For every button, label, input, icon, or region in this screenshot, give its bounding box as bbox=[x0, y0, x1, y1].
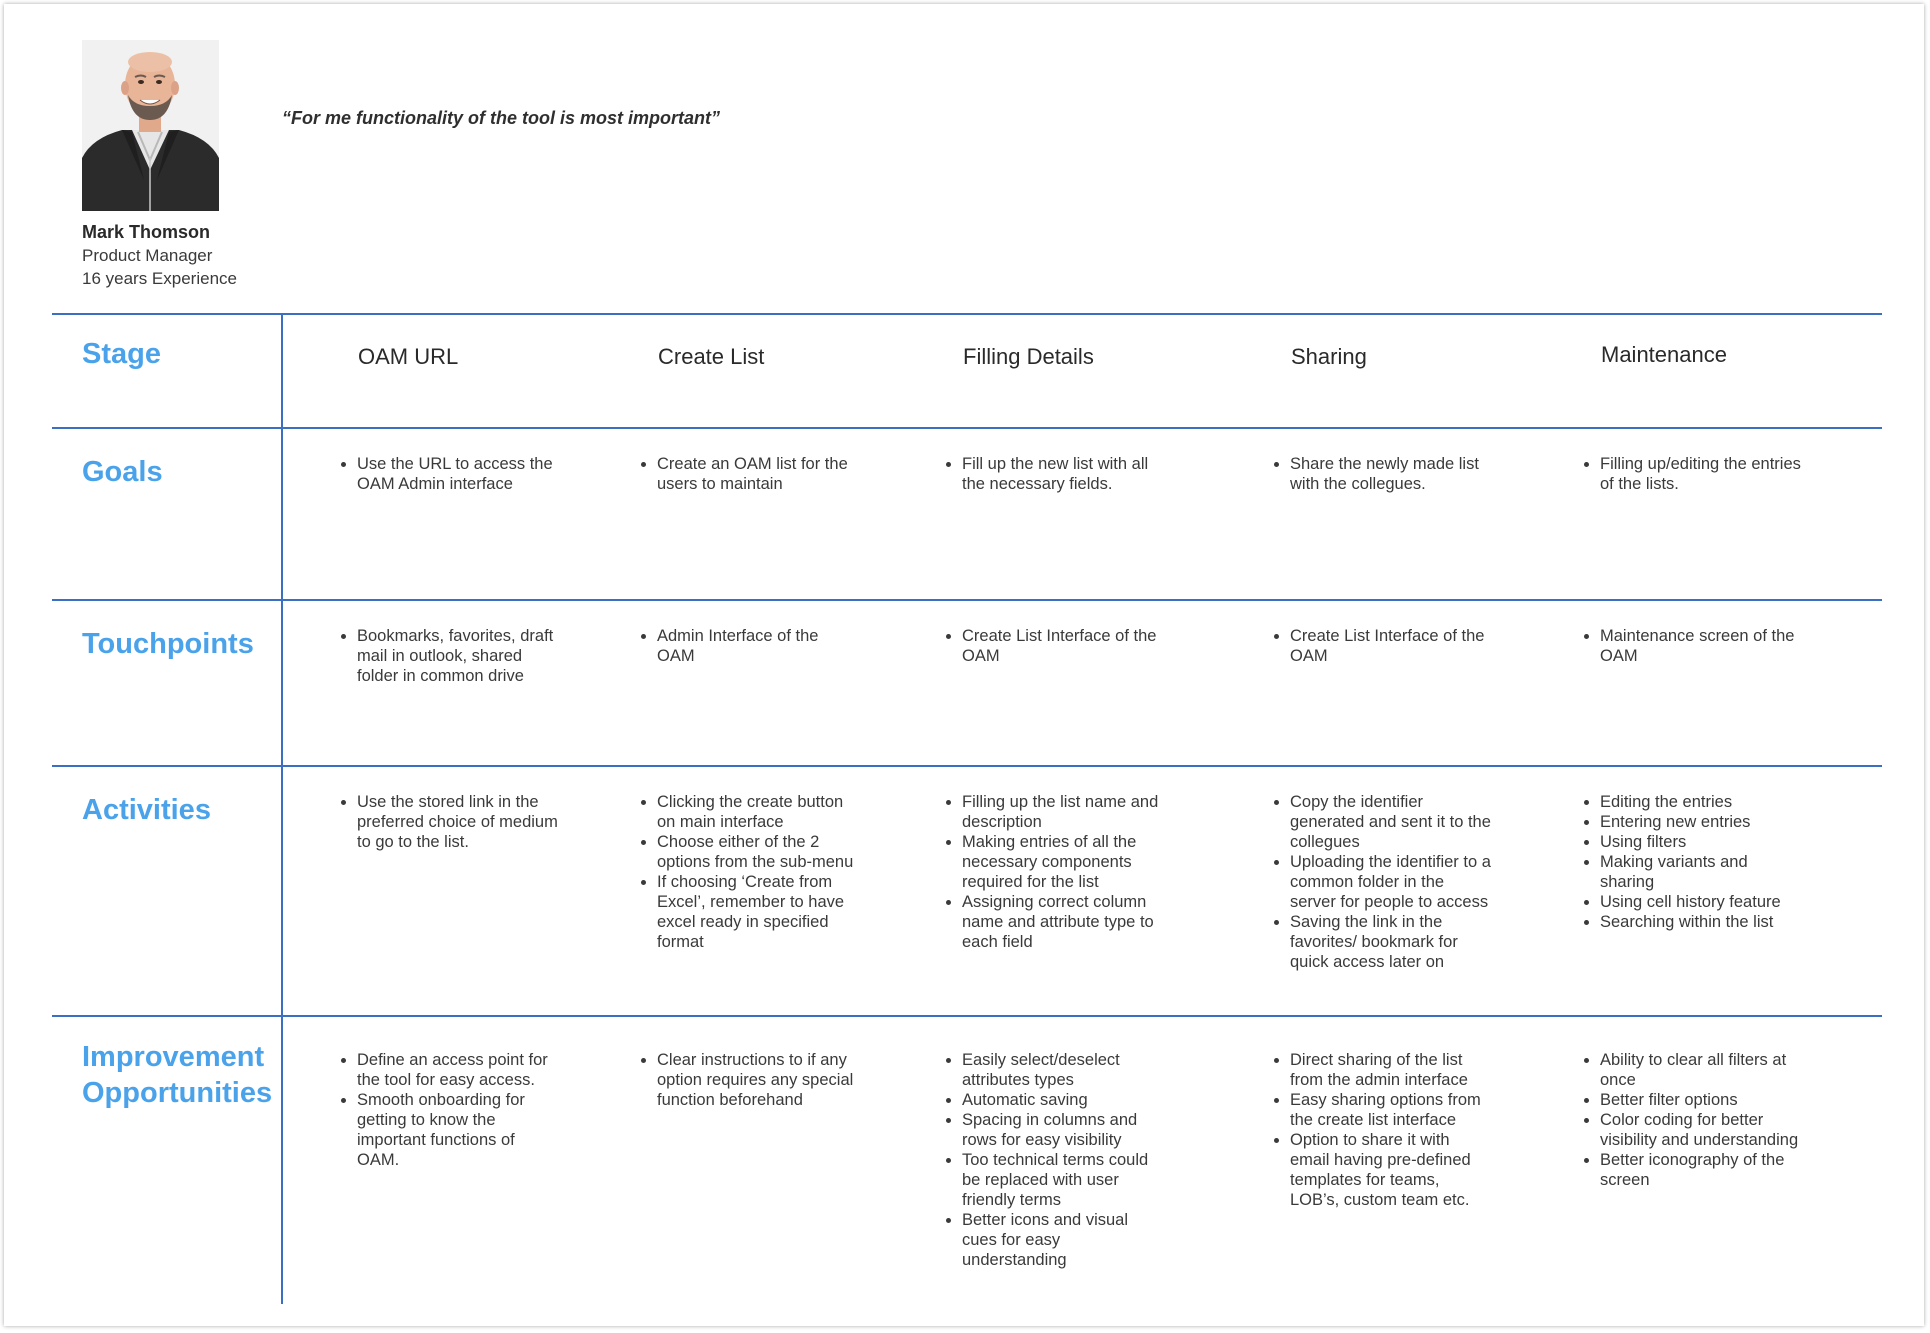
row-label-activities: Activities bbox=[82, 794, 211, 826]
bullet-item: • Filling up the list name and description bbox=[962, 792, 1165, 832]
bullet-item: • Better iconography of the screen bbox=[1600, 1150, 1803, 1190]
row-label-improvement-line1: Improvement bbox=[82, 1041, 265, 1073]
bullet-item: • Ability to clear all filters at once bbox=[1600, 1050, 1803, 1090]
bullet-item: • Choose either of the 2 options from the sub-menu bbox=[657, 832, 860, 872]
bullet-item: • Clicking the create button on main interface bbox=[657, 792, 860, 832]
bullet-item: • Editing the entries bbox=[1600, 792, 1803, 812]
bullet-item: • Create List Interface of the OAM bbox=[962, 626, 1165, 666]
bullet-item: • Searching within the list bbox=[1600, 912, 1803, 932]
bullet-item: • Filling up/editing the entries of the lists. bbox=[1600, 454, 1803, 494]
bullet-item: • Easy sharing options from the create list interface bbox=[1290, 1090, 1493, 1130]
bullet-item: • Entering new entries bbox=[1600, 812, 1803, 832]
bullet-item: • Maintenance screen of the OAM bbox=[1600, 626, 1803, 666]
bullet-list bbox=[335, 1050, 560, 1170]
bullet-item: • Create List Interface of the OAM bbox=[1290, 626, 1493, 666]
bullet-item: • Direct sharing of the list from the admin interface bbox=[1290, 1050, 1493, 1090]
goals-cell bbox=[1578, 454, 1803, 494]
row-label-improvement-opportunities bbox=[82, 1039, 272, 1111]
improvements-cell bbox=[1578, 1050, 1803, 1190]
persona-avatar-illustration bbox=[82, 40, 219, 211]
bullet-item: • Admin Interface of the OAM bbox=[657, 626, 860, 666]
bullet-item: • If choosing ‘Create from Excel’, remember to have excel ready in specified format bbox=[657, 872, 860, 952]
stage-header-create-list: Create List bbox=[658, 344, 765, 369]
improvements-cell bbox=[1268, 1050, 1493, 1210]
touchpoints-cell bbox=[1578, 626, 1803, 666]
improvements-cell bbox=[335, 1050, 560, 1170]
touchpoints-cell bbox=[635, 626, 860, 666]
bullet-list bbox=[635, 626, 860, 666]
persona-photo bbox=[82, 40, 219, 211]
bullet-item: • Use the URL to access the OAM Admin interface bbox=[357, 454, 560, 494]
activities-cell bbox=[335, 792, 560, 852]
bullet-item: • Create an OAM list for the users to maintain bbox=[657, 454, 860, 494]
column-divider bbox=[281, 314, 283, 1304]
persona-name: Mark Thomson bbox=[82, 222, 211, 242]
bullet-item: • Copy the identifier generated and sent it to the collegues bbox=[1290, 792, 1493, 852]
bullet-list bbox=[1578, 792, 1803, 932]
bullet-list bbox=[1268, 454, 1493, 494]
bullet-list bbox=[1578, 626, 1803, 666]
activities-cell bbox=[635, 792, 860, 952]
bullet-item: • Making variants and sharing bbox=[1600, 852, 1803, 892]
activities-cell bbox=[1578, 792, 1803, 932]
goals-cell bbox=[1268, 454, 1493, 494]
bullet-item: • Clear instructions to if any option requires any special function beforehand bbox=[657, 1050, 860, 1110]
persona-quote: “For me functionality of the tool is most important” bbox=[282, 108, 721, 128]
row-label-goals: Goals bbox=[82, 456, 163, 488]
bullet-item: • Uploading the identifier to a common folder in the server for people to access bbox=[1290, 852, 1493, 912]
improvements-cell bbox=[635, 1050, 860, 1110]
bullet-item: • Too technical terms could be replaced with user friendly terms bbox=[962, 1150, 1165, 1210]
bullet-list bbox=[940, 1050, 1165, 1270]
bullet-item: • Automatic saving bbox=[962, 1090, 1165, 1110]
stage-header-maintenance: Maintenance bbox=[1601, 342, 1727, 367]
touchpoints-cell bbox=[335, 626, 560, 686]
row-label-stage: Stage bbox=[82, 338, 161, 370]
row-label-improvement-line2: Opportunities bbox=[82, 1077, 273, 1109]
row-divider-goals bbox=[52, 427, 1882, 429]
bullet-item: • Fill up the new list with all the necessary fields. bbox=[962, 454, 1165, 494]
bullet-list bbox=[940, 454, 1165, 494]
row-label-touchpoints: Touchpoints bbox=[82, 628, 254, 660]
stage-header-filling-details: Filling Details bbox=[963, 344, 1094, 369]
improvements-cell bbox=[940, 1050, 1165, 1270]
bullet-list bbox=[335, 454, 560, 494]
row-divider-top bbox=[52, 313, 1882, 315]
bullet-list bbox=[1268, 792, 1493, 972]
bullet-item: • Define an access point for the tool for easy access. bbox=[357, 1050, 560, 1090]
stage-header-oam-url: OAM URL bbox=[358, 344, 459, 369]
bullet-list bbox=[635, 792, 860, 952]
bullet-item: • Using cell history feature bbox=[1600, 892, 1803, 912]
bullet-list bbox=[940, 792, 1165, 952]
row-divider-improvements bbox=[52, 1015, 1882, 1017]
bullet-list bbox=[1578, 1050, 1803, 1190]
bullet-list bbox=[635, 1050, 860, 1110]
bullet-list bbox=[940, 626, 1165, 666]
activities-cell bbox=[940, 792, 1165, 952]
bullet-list bbox=[635, 454, 860, 494]
touchpoints-cell bbox=[940, 626, 1165, 666]
bullet-item: • Making entries of all the necessary components required for the list bbox=[962, 832, 1165, 892]
bullet-item: • Color coding for better visibility and understanding bbox=[1600, 1110, 1803, 1150]
touchpoints-cell bbox=[1268, 626, 1493, 666]
stage-header-sharing: Sharing bbox=[1291, 344, 1367, 369]
bullet-item: • Bookmarks, favorites, draft mail in outlook, shared folder in common drive bbox=[357, 626, 560, 686]
bullet-list bbox=[335, 792, 560, 852]
bullet-item: • Better filter options bbox=[1600, 1090, 1803, 1110]
bullet-list bbox=[1268, 1050, 1493, 1210]
row-divider-touchpoints bbox=[52, 599, 1882, 601]
bullet-item: • Saving the link in the favorites/ bookmark for quick access later on bbox=[1290, 912, 1493, 972]
persona-experience: 16 years Experience bbox=[82, 269, 237, 288]
bullet-list bbox=[1578, 454, 1803, 494]
row-divider-activities bbox=[52, 765, 1882, 767]
bullet-item: • Spacing in columns and rows for easy visibility bbox=[962, 1110, 1165, 1150]
goals-cell bbox=[940, 454, 1165, 494]
bullet-list bbox=[1268, 626, 1493, 666]
bullet-item: • Use the stored link in the preferred choice of medium to go to the list. bbox=[357, 792, 560, 852]
bullet-item: • Using filters bbox=[1600, 832, 1803, 852]
bullet-list bbox=[335, 626, 560, 686]
bullet-item: • Easily select/deselect attributes types bbox=[962, 1050, 1165, 1090]
bullet-item: • Smooth onboarding for getting to know the important functions of OAM. bbox=[357, 1090, 560, 1170]
bullet-item: • Share the newly made list with the collegues. bbox=[1290, 454, 1493, 494]
bullet-item: • Assigning correct column name and attribute type to each field bbox=[962, 892, 1165, 952]
goals-cell bbox=[335, 454, 560, 494]
persona-role: Product Manager bbox=[82, 246, 213, 265]
activities-cell bbox=[1268, 792, 1493, 972]
bullet-item: • Better icons and visual cues for easy understanding bbox=[962, 1210, 1165, 1270]
bullet-item: • Option to share it with email having pre-defined templates for teams, LOB’s, custom team etc. bbox=[1290, 1130, 1493, 1210]
goals-cell bbox=[635, 454, 860, 494]
